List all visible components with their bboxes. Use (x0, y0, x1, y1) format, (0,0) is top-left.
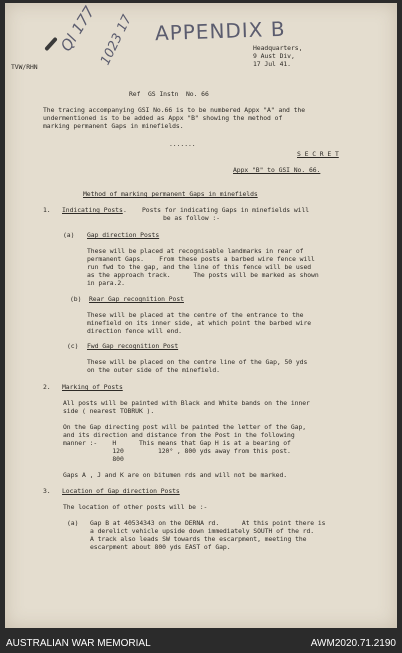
sub-label: (b) (70, 295, 82, 303)
document-title: Ref GS Instn No. 66 (129, 90, 209, 98)
body-line: On the Gap directing post will be painted the letter of the Gap, (63, 423, 307, 431)
file-reference: TVW/RHN (11, 63, 38, 71)
section-number: 3. (43, 487, 51, 495)
body-line: and its direction and distance from the Post in the following (63, 431, 295, 439)
footer-accession-number: AWM2020.71.2190 (310, 638, 396, 649)
body-line: All posts will be painted with Black and White bands on the inner (63, 399, 310, 407)
section-number: 1. (43, 206, 51, 214)
section-heading: Location of Gap direction Posts (62, 487, 180, 495)
body-line: as the approach track. The posts will be marked as shown (87, 271, 319, 279)
section-text: . Posts for indicating Gaps in minefields will (123, 206, 310, 214)
section-title: Method of marking permanent Gaps in minefields (83, 190, 258, 198)
hq-date: 17 Jul 41. (253, 60, 291, 68)
body-line: Gap B at 40534343 on the DERNA rd. At this point there is (90, 519, 326, 527)
body-line: The location of other posts will be :- (63, 503, 208, 511)
ink-mark (44, 37, 58, 52)
intro-line: The tracing accompanying GSI No.66 is to be numbered Appx "A" and the (43, 106, 306, 114)
intro-line: marking permanent Gaps in minefields. (43, 122, 184, 130)
hq-line: Headquarters, (253, 44, 303, 52)
body-line: escarpment about 800 yds EAST of Gap. (90, 543, 231, 551)
footer-institution: AUSTRALIAN WAR MEMORIAL (6, 638, 151, 649)
sub-heading: Rear Gap recognition Post (89, 295, 184, 303)
sub-label: (c) (67, 342, 79, 350)
body-line: These will be placed at recognisable landmarks in rear of (87, 247, 304, 255)
handwritten-note: Ql 177 (57, 3, 99, 55)
body-line: on the outer side of the minefield. (87, 366, 220, 374)
intro-line: undermentioned is to be added as Appx "B" showing the method of (43, 114, 283, 122)
sub-label: (a) (67, 519, 79, 527)
body-line: Gaps A , J and K are on bitumen rds and will not be marked. (63, 471, 288, 479)
document-page (5, 3, 397, 628)
sub-label: (a) (63, 231, 75, 239)
body-line: manner :- H This means that Gap H is at a bearing of (63, 439, 291, 447)
section-heading: Marking of Posts (62, 383, 123, 391)
body-line: direction fence will end. (87, 327, 182, 335)
appendix-title: Appx "B" to GSI No. 66. (233, 166, 321, 174)
section-text: be as follow :- (163, 214, 220, 222)
body-line: in para.2. (87, 279, 125, 287)
secret-marking: S E C R E T (297, 150, 339, 158)
body-line: side ( nearest TOBRUK ). (63, 407, 155, 415)
body-line: run fwd to the gap, and the line of this fence will be used (87, 263, 312, 271)
body-line: A track also leads SW towards the escarpment, meeting the (90, 535, 307, 543)
separator-dots: ....... (169, 140, 196, 148)
body-line: 120 120° , 800 yds away from this post. (63, 447, 291, 455)
handwritten-appendix-label: APPENDIX B (154, 16, 286, 46)
body-line: a derelict vehicle upside down immediately SOUTH of the rd. (90, 527, 315, 535)
body-line: minefield on its inner side, at which point the barbed wire (87, 319, 312, 327)
body-line: These will be placed at the centre of the entrance to the (87, 311, 304, 319)
body-line: 800 (63, 455, 124, 463)
archive-footer (0, 632, 402, 653)
body-line: These will be placed on the centre line of the Gap, 50 yds (87, 358, 308, 366)
sub-heading: Fwd Gap recognition Post (87, 342, 179, 350)
sub-heading: Gap direction Posts (87, 231, 160, 239)
handwritten-note: 1023 17 (98, 12, 136, 68)
section-heading: Indicating Posts (62, 206, 123, 214)
hq-line: 9 Aust Div, (253, 52, 295, 60)
body-line: permanent Gaps. From these posts a barbed wire fence will (87, 255, 315, 263)
section-number: 2. (43, 383, 51, 391)
